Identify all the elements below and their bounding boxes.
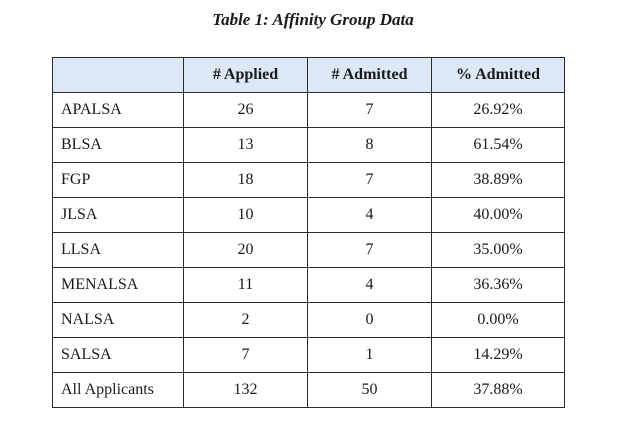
group-name-cell: All Applicants [53, 373, 184, 408]
table-caption: Table 1: Affinity Group Data [212, 10, 414, 29]
applied-cell: 18 [184, 163, 308, 198]
table-row [53, 198, 565, 233]
admitted-cell: 4 [308, 268, 432, 303]
admitted-cell: 7 [308, 93, 432, 128]
group-name-cell: NALSA [53, 303, 184, 338]
applied-cell: 7 [184, 338, 308, 373]
group-name-cell: BLSA [53, 128, 184, 163]
applied-cell: 10 [184, 198, 308, 233]
percent-admitted-cell: 14.29% [432, 338, 565, 373]
percent-admitted-cell: 40.00% [432, 198, 565, 233]
admitted-cell: 7 [308, 233, 432, 268]
table-row [53, 338, 565, 373]
table-row [53, 128, 565, 163]
applied-cell: 11 [184, 268, 308, 303]
header-row [53, 58, 565, 93]
applied-cell: 2 [184, 303, 308, 338]
applied-cell: 132 [184, 373, 308, 408]
header-cell-percent-admitted: % Admitted [432, 58, 565, 93]
group-name-cell: FGP [53, 163, 184, 198]
admitted-cell: 8 [308, 128, 432, 163]
percent-admitted-cell: 35.00% [432, 233, 565, 268]
admitted-cell: 0 [308, 303, 432, 338]
percent-admitted-cell: 38.89% [432, 163, 565, 198]
group-name-cell: LLSA [53, 233, 184, 268]
applied-cell: 13 [184, 128, 308, 163]
percent-admitted-cell: 36.36% [432, 268, 565, 303]
table-row [53, 233, 565, 268]
percent-admitted-cell: 37.88% [432, 373, 565, 408]
table-row [53, 303, 565, 338]
applied-cell: 20 [184, 233, 308, 268]
header-cell-admitted: # Admitted [308, 58, 432, 93]
header-cell-applied: # Applied [184, 58, 308, 93]
table-row [53, 268, 565, 303]
affinity-group-table [52, 57, 565, 408]
header-cell-group [53, 58, 184, 93]
percent-admitted-cell: 26.92% [432, 93, 565, 128]
group-name-cell: JLSA [53, 198, 184, 233]
group-name-cell: APALSA [53, 93, 184, 128]
admitted-cell: 1 [308, 338, 432, 373]
group-name-cell: SALSA [53, 338, 184, 373]
percent-admitted-cell: 61.54% [432, 128, 565, 163]
applied-cell: 26 [184, 93, 308, 128]
admitted-cell: 50 [308, 373, 432, 408]
admitted-cell: 4 [308, 198, 432, 233]
table-row [53, 93, 565, 128]
table-row [53, 163, 565, 198]
group-name-cell: MENALSA [53, 268, 184, 303]
admitted-cell: 7 [308, 163, 432, 198]
percent-admitted-cell: 0.00% [432, 303, 565, 338]
table-row-total [53, 373, 565, 408]
